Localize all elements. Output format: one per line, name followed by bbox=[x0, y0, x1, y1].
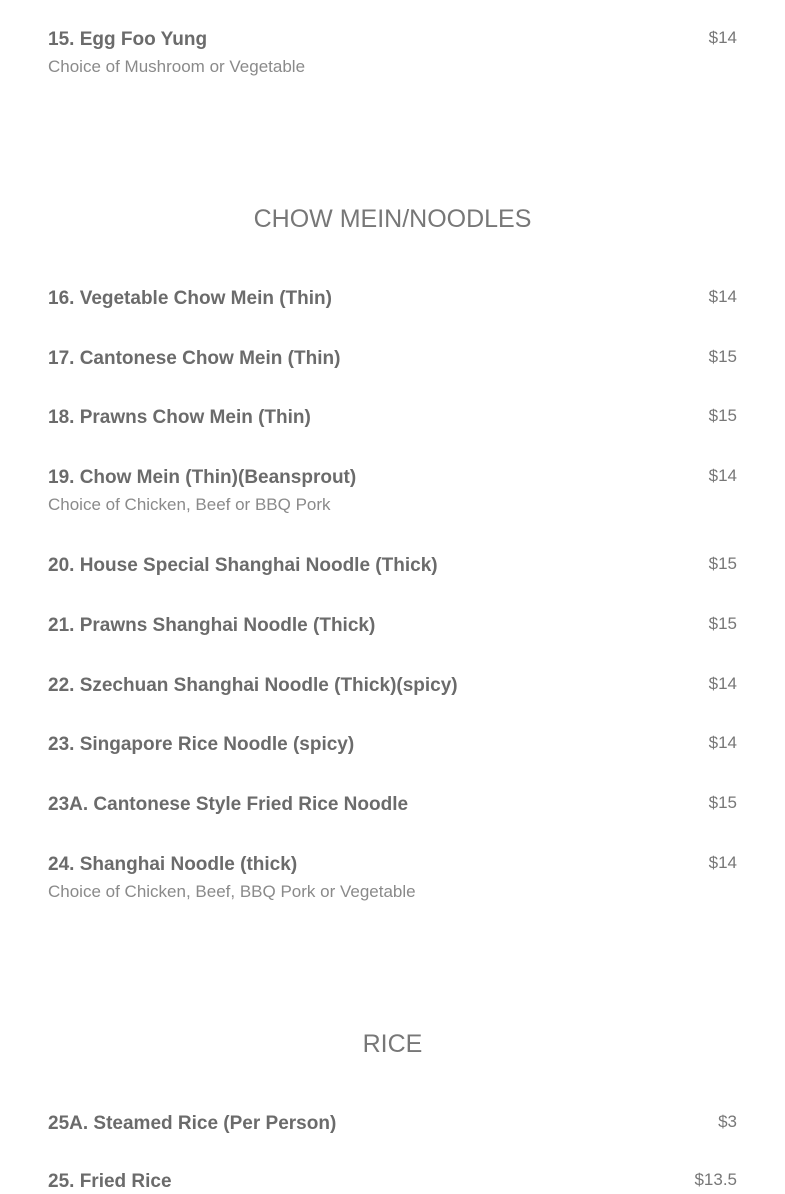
menu-item-name: 18. Prawns Chow Mein (Thin) bbox=[48, 407, 311, 428]
menu-item-price: $14 bbox=[708, 853, 737, 872]
menu-item-name: 20. House Special Shanghai Noodle (Thick) bbox=[48, 555, 438, 576]
menu-item-name: 25A. Steamed Rice (Per Person) bbox=[48, 1113, 337, 1134]
menu-item-price: $14 bbox=[708, 287, 737, 306]
menu-item-price: $14 bbox=[708, 28, 737, 47]
menu-item-name: 16. Vegetable Chow Mein (Thin) bbox=[48, 288, 332, 309]
menu-item-price: $15 bbox=[708, 554, 737, 573]
menu-item-description: Choice of Chicken, Beef or BBQ Pork bbox=[48, 495, 331, 514]
section-heading-chow-mein-noodles: CHOW MEIN/NOODLES bbox=[253, 205, 532, 233]
menu-item-name: 24. Shanghai Noodle (thick) bbox=[48, 854, 298, 875]
menu-item-price: $15 bbox=[708, 347, 737, 366]
menu-item-price: $3 bbox=[718, 1112, 737, 1131]
menu-item-name: 22. Szechuan Shanghai Noodle (Thick)(spicy) bbox=[48, 675, 458, 696]
menu-item-name: 19. Chow Mein (Thin)(Beansprout) bbox=[48, 467, 357, 488]
menu-item-name: 17. Cantonese Chow Mein (Thin) bbox=[48, 348, 341, 369]
menu-item-price: $15 bbox=[708, 793, 737, 812]
menu-item-price: $14 bbox=[708, 466, 737, 485]
menu-item-price: $14 bbox=[708, 674, 737, 693]
menu-item-name: 25. Fried Rice bbox=[48, 1171, 172, 1192]
section-heading-rice: RICE bbox=[362, 1030, 423, 1058]
menu-item-name: 21. Prawns Shanghai Noodle (Thick) bbox=[48, 615, 376, 636]
menu-item-price: $13.5 bbox=[694, 1170, 737, 1189]
menu-item-price: $15 bbox=[708, 614, 737, 633]
menu-item-description: Choice of Mushroom or Vegetable bbox=[48, 57, 306, 76]
menu-item-price: $15 bbox=[708, 406, 737, 425]
menu-item-description: Choice of Chicken, Beef, BBQ Pork or Vegetable bbox=[48, 882, 416, 901]
menu-item-name: 15. Egg Foo Yung bbox=[48, 29, 208, 50]
menu-item-price: $14 bbox=[708, 733, 737, 752]
menu-item-name: 23. Singapore Rice Noodle (spicy) bbox=[48, 734, 355, 755]
menu-item-name: 23A. Cantonese Style Fried Rice Noodle bbox=[48, 794, 409, 815]
